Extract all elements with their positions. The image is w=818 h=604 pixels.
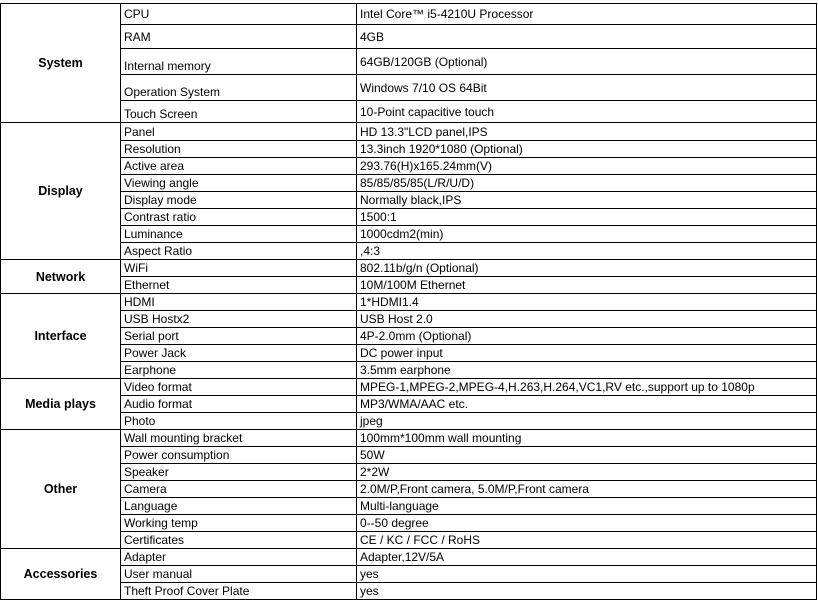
spec-value-cell: 802.11b/g/n (Optional) [357, 260, 817, 277]
spec-value-cell: 1500:1 [357, 209, 817, 226]
spec-row [1, 379, 817, 396]
spec-row [1, 141, 817, 158]
spec-label-cell: Camera [121, 481, 357, 498]
spec-row [1, 243, 817, 260]
category-cell: Interface [1, 294, 121, 379]
spec-value-cell: HD 13.3"LCD panel,IPS [357, 123, 817, 141]
category-cell: Network [1, 260, 121, 294]
spec-row [1, 158, 817, 175]
spec-value-cell: 13.3inch 1920*1080 (Optional) [357, 141, 817, 158]
spec-row [1, 464, 817, 481]
spec-label-cell: Active area [121, 158, 357, 175]
spec-value-cell: 293.76(H)x165.24mm(V) [357, 158, 817, 175]
spec-label-cell: Viewing angle [121, 175, 357, 192]
spec-row [1, 447, 817, 464]
spec-label-cell: Adapter [121, 549, 357, 566]
spec-label-cell: Audio format [121, 396, 357, 413]
spec-row [1, 549, 817, 566]
spec-value-cell: 1*HDMI1.4 [357, 294, 817, 311]
spec-value-cell: Adapter,12V/5A [357, 549, 817, 566]
spec-value-cell: ,4:3 [357, 243, 817, 260]
spec-label-cell: Power consumption [121, 447, 357, 464]
spec-row [1, 583, 817, 600]
spec-row [1, 49, 817, 75]
spec-value-cell: 10-Point capacitive touch [357, 101, 817, 123]
spec-row [1, 209, 817, 226]
spec-row [1, 430, 817, 447]
spec-value-cell: 100mm*100mm wall mounting [357, 430, 817, 447]
spec-label-cell: Luminance [121, 226, 357, 243]
spec-value-cell: MP3/WMA/AAC etc. [357, 396, 817, 413]
spec-value-cell: Windows 7/10 OS 64Bit [357, 75, 817, 101]
spec-row [1, 532, 817, 549]
spec-label-cell: Ethernet [121, 277, 357, 294]
spec-label-cell: CPU [121, 4, 357, 25]
spec-label-cell: Touch Screen [121, 101, 357, 123]
spec-value-cell: CE / KC / FCC / RoHS [357, 532, 817, 549]
spec-value-cell: 3.5mm earphone [357, 362, 817, 379]
spec-value-cell: yes [357, 583, 817, 600]
spec-table [0, 3, 817, 600]
spec-label-cell: HDMI [121, 294, 357, 311]
spec-label-cell: Resolution [121, 141, 357, 158]
spec-label-cell: USB Hostx2 [121, 311, 357, 328]
category-cell: Media plays [1, 379, 121, 430]
spec-label-cell: Power Jack [121, 345, 357, 362]
spec-label-cell: Aspect Ratio [121, 243, 357, 260]
spec-row [1, 175, 817, 192]
spec-value-cell: DC power input [357, 345, 817, 362]
spec-row [1, 123, 817, 141]
spec-value-cell: USB Host 2.0 [357, 311, 817, 328]
spec-value-cell: 10M/100M Ethernet [357, 277, 817, 294]
spec-row [1, 226, 817, 243]
spec-row [1, 192, 817, 209]
category-cell: Other [1, 430, 121, 549]
spec-label-cell: Working temp [121, 515, 357, 532]
spec-label-cell: Language [121, 498, 357, 515]
spec-row [1, 260, 817, 277]
spec-label-cell: Theft Proof Cover Plate [121, 583, 357, 600]
spec-row [1, 277, 817, 294]
spec-value-cell: jpeg [357, 413, 817, 430]
spec-label-cell: Operation System [121, 75, 357, 101]
spec-row [1, 413, 817, 430]
spec-value-cell: 2*2W [357, 464, 817, 481]
spec-row [1, 25, 817, 49]
spec-value-cell: Multi-language [357, 498, 817, 515]
spec-label-cell: Serial port [121, 328, 357, 345]
spec-value-cell: 4P-2.0mm (Optional) [357, 328, 817, 345]
spec-label-cell: Speaker [121, 464, 357, 481]
spec-row [1, 328, 817, 345]
spec-label-cell: WiFi [121, 260, 357, 277]
spec-row [1, 396, 817, 413]
spec-value-cell: 2.0M/P,Front camera, 5.0M/P,Front camera [357, 481, 817, 498]
spec-label-cell: Video format [121, 379, 357, 396]
spec-label-cell: Wall mounting bracket [121, 430, 357, 447]
spec-value-cell: Normally black,IPS [357, 192, 817, 209]
spec-value-cell: yes [357, 566, 817, 583]
spec-row [1, 515, 817, 532]
spec-value-cell: 4GB [357, 25, 817, 49]
spec-label-cell: Certificates [121, 532, 357, 549]
category-cell: Accessories [1, 549, 121, 600]
spec-row [1, 481, 817, 498]
spec-value-cell: MPEG-1,MPEG-2,MPEG-4,H.263,H.264,VC1,RV etc.,support up to 1080p [357, 379, 817, 396]
spec-label-cell: Panel [121, 123, 357, 141]
spec-row [1, 294, 817, 311]
spec-label-cell: RAM [121, 25, 357, 49]
spec-label-cell: Earphone [121, 362, 357, 379]
spec-label-cell: Display mode [121, 192, 357, 209]
spec-label-cell: User manual [121, 566, 357, 583]
spec-value-cell: 1000cdm2(min) [357, 226, 817, 243]
spec-row [1, 311, 817, 328]
spec-row [1, 566, 817, 583]
category-cell: System [1, 4, 121, 123]
spec-value-cell: 85/85/85/85(L/R/U/D) [357, 175, 817, 192]
spec-label-cell: Internal memory [121, 49, 357, 75]
spec-row [1, 4, 817, 25]
spec-value-cell: 0--50 degree [357, 515, 817, 532]
spec-label-cell: Photo [121, 413, 357, 430]
spec-value-cell: 64GB/120GB (Optional) [357, 49, 817, 75]
spec-label-cell: Contrast ratio [121, 209, 357, 226]
spec-row [1, 498, 817, 515]
spec-value-cell: Intel Core™ i5-4210U Processor [357, 4, 817, 25]
spec-row [1, 345, 817, 362]
spec-row [1, 75, 817, 101]
spec-row [1, 101, 817, 123]
spec-value-cell: 50W [357, 447, 817, 464]
spec-table-body [1, 4, 817, 600]
category-cell: Display [1, 123, 121, 260]
spec-row [1, 362, 817, 379]
